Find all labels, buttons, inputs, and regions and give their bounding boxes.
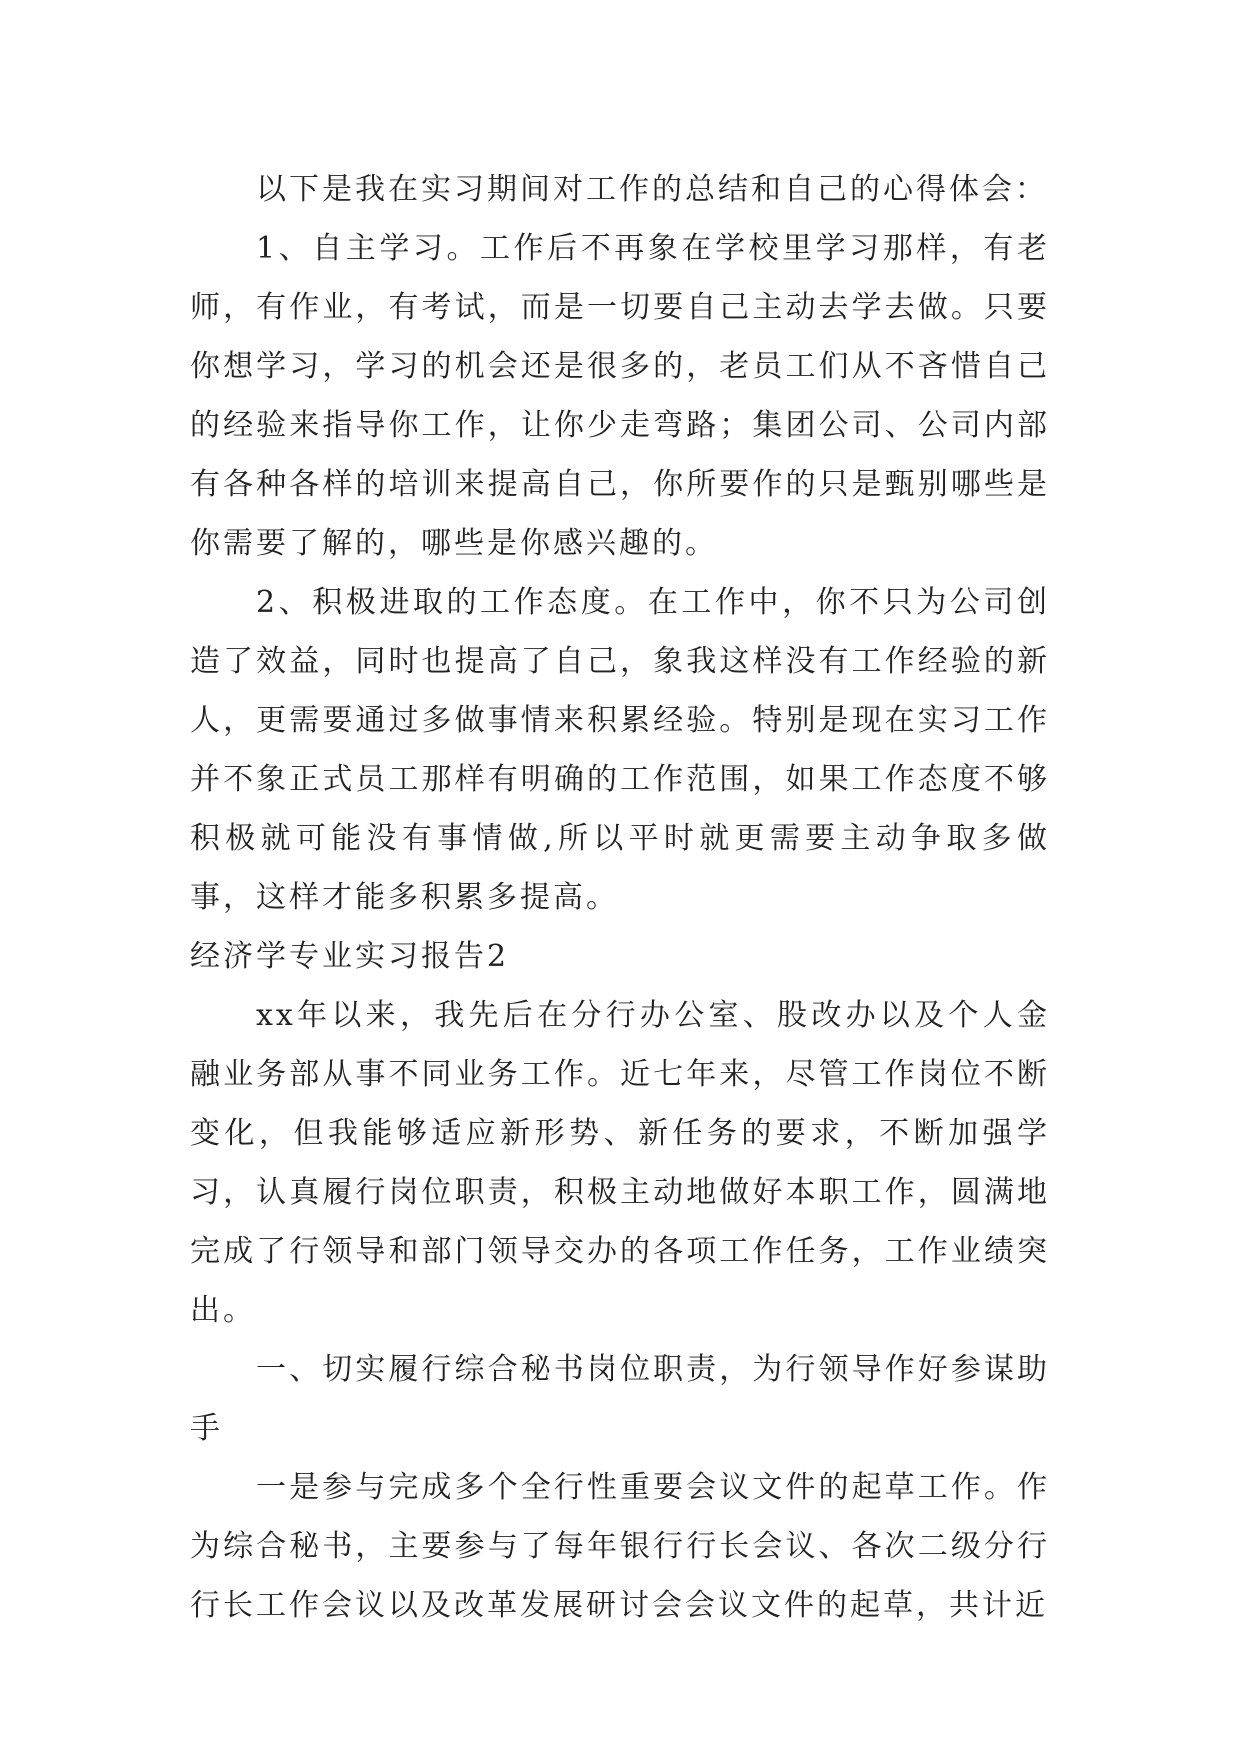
section-heading: 经济学专业实习报告2: [190, 939, 510, 974]
subsection-heading: 一、切实履行综合秘书岗位职责，为行领导作好参谋助手: [190, 1352, 1050, 1446]
point-2-paragraph: 2、积极进取的工作态度。在工作中，你不只为公司创造了效益，同时也提高了自己，象我这样没有工作经验的新人，更需要通过多做事情来积累经验。特别是现在实习工作并不象正式员工那样有明确的工作范围，如果工作态度不够积极就可能没有事情做,所以平时就更需要主动争取多做事，这样才能多积累多提高。: [190, 585, 1050, 915]
item-1-paragraph: 一是参与完成多个全行性重要会议文件的起草工作。作为综合秘书，主要参与了每年银行行长会议、各次二级分行行长工作会议以及改革发展研讨会会议文件的起草，共计近: [190, 1470, 1050, 1623]
point-1-paragraph: 1、自主学习。工作后不再象在学校里学习那样，有老师，有作业，有考试，而是一切要自己主动去学去做。只要你想学习，学习的机会还是很多的，老员工们从不吝惜自己的经验来指导你工作，让你少走弯路；集团公司、公司内部有各种各样的培训来提高自己，你所要作的只是甄别哪些是你需要了解的，哪些是你感兴趣的。: [190, 231, 1050, 561]
intro-paragraph: 以下是我在实习期间对工作的总结和自己的心得体会：: [256, 172, 1048, 207]
report-intro-paragraph: xx年以来，我先后在分行办公室、股改办以及个人金融业务部从事不同业务工作。近七年来，尽管工作岗位不断变化，但我能够适应新形势、新任务的要求，不断加强学习，认真履行岗位职责，积极主动地做好本职工作，圆满地完成了行领导和部门领导交办的各项工作任务，工作业绩突出。: [190, 998, 1050, 1328]
document-body: [190, 160, 1050, 1635]
